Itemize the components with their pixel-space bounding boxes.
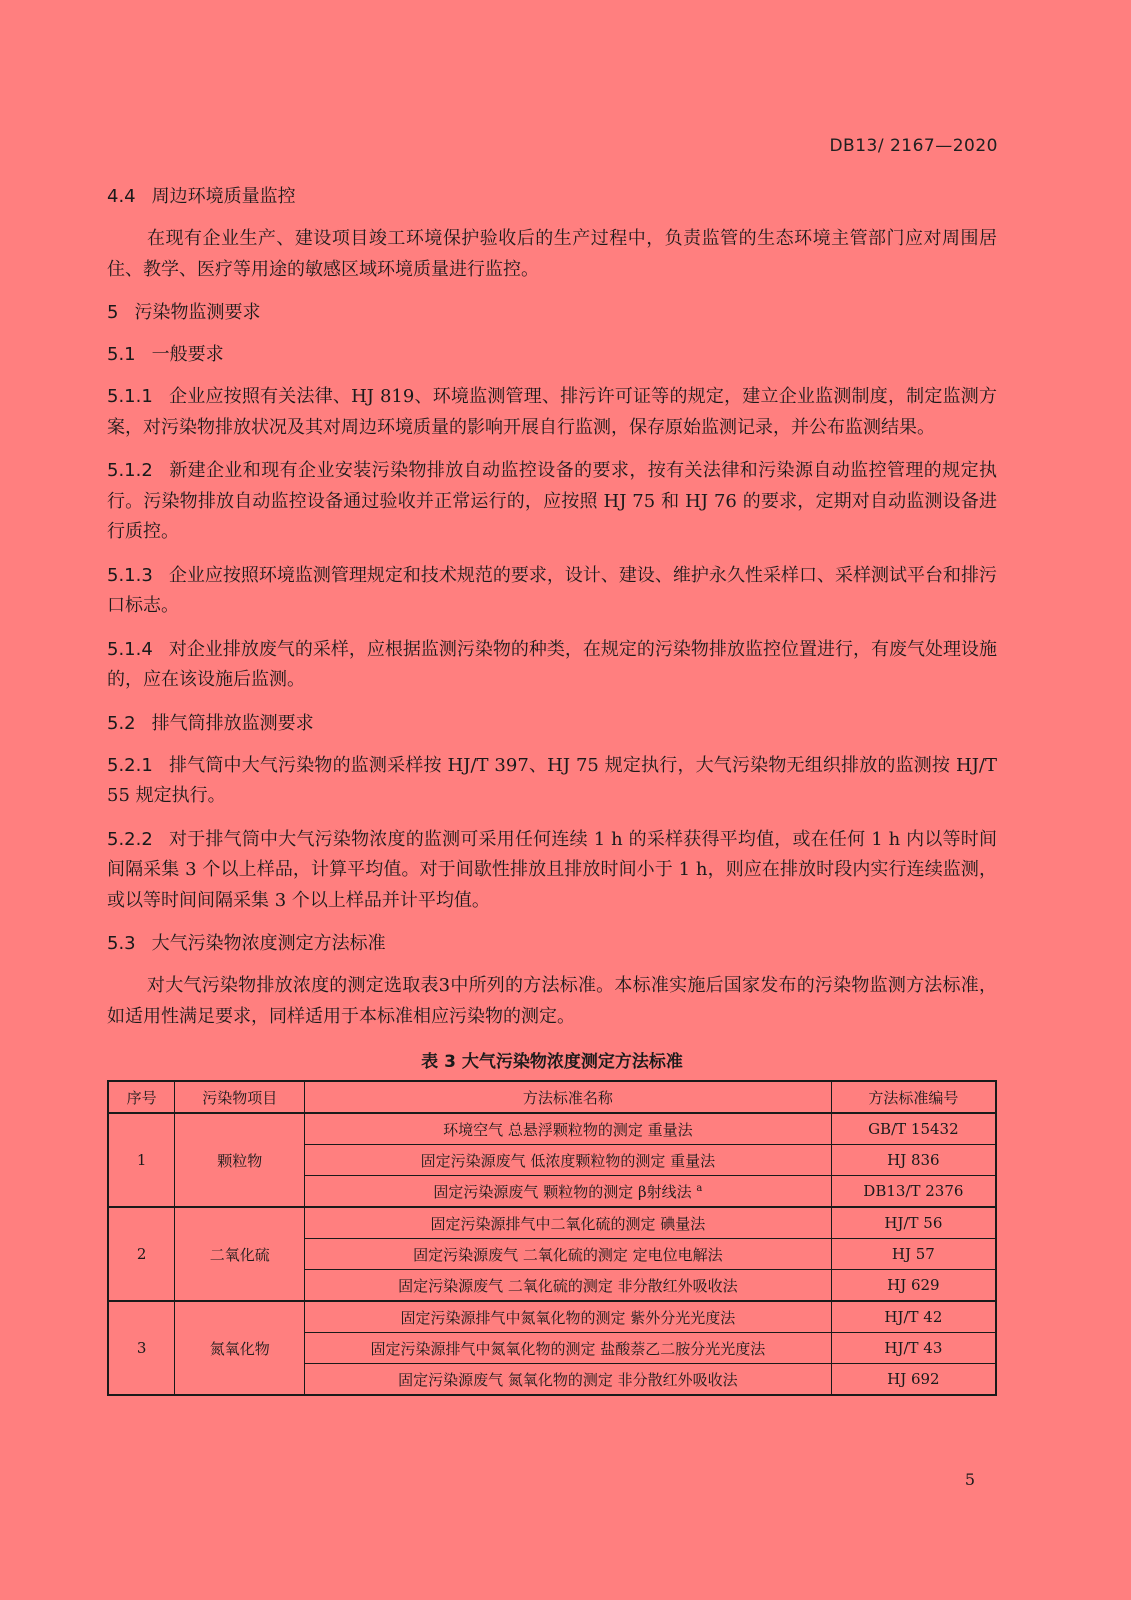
section-title: 大气污染物浓度测定方法标准 — [151, 933, 386, 954]
cell-method-name — [305, 1113, 832, 1145]
table-header-row — [108, 1081, 996, 1113]
method-name-text: 固定污染源废气 低浓度颗粒物的测定 重量法 — [420, 1151, 716, 1170]
clause-paragraph — [107, 635, 997, 696]
cell-method-name — [305, 1145, 832, 1176]
clause-number: 5.1.1 — [107, 386, 153, 407]
clause-number: 5.1.3 — [107, 564, 153, 586]
method-name-text: 固定污染源废气 颗粒物的测定 β射线法 — [433, 1182, 692, 1201]
cell-method-code: HJ 692 — [831, 1364, 996, 1396]
method-name-text: 固定污染源废气 氮氧化物的测定 非分散红外吸收法 — [398, 1370, 738, 1389]
cell-method-name — [305, 1270, 832, 1302]
clause-paragraph — [107, 382, 997, 443]
cell-method-name — [305, 1176, 832, 1208]
section-heading — [107, 929, 997, 959]
section-title: 一般要求 — [151, 344, 224, 365]
cell-method-name — [305, 1364, 832, 1396]
sections-container — [107, 182, 997, 1032]
clause-number: 5.2.2 — [107, 828, 153, 850]
cell-method-name — [305, 1207, 832, 1239]
cell-method-name — [305, 1333, 832, 1364]
cell-method-code: HJ 57 — [831, 1239, 996, 1270]
cell-no: 3 — [108, 1301, 175, 1395]
clause-text: 企业应按照有关法律、HJ 819、环境监测管理、排污许可证等的规定，建立企业监测制度，制定监测方案，对污染物排放状况及其对周边环境质量的影响开展自行监测，保存原始监测记录，并公布监测结果。 — [107, 386, 997, 438]
table-caption: 表 3 大气污染物浓度测定方法标准 — [421, 1052, 683, 1072]
clause-text: 排气筒中大气污染物的监测采样按 HJ/T 397、HJ 75 规定执行，大气污染物无组织排放的监测按 HJ/T 55 规定执行。 — [107, 754, 997, 806]
table-body — [108, 1113, 996, 1395]
table-row — [108, 1301, 996, 1333]
section-number: 5 — [107, 302, 119, 323]
cell-method-code: HJ/T 43 — [831, 1333, 996, 1364]
body-paragraph: 在现有企业生产、建设项目竣工环境保护验收后的生产过程中，负责监管的生态环境主管部门应对周围居住、教学、医疗等用途的敏感区域环境质量进行监控。 — [107, 228, 997, 280]
footnote-marker: a — [696, 1182, 703, 1194]
clause-number: 5.1.2 — [107, 460, 153, 481]
cell-method-code: HJ/T 42 — [831, 1301, 996, 1333]
method-name-text: 固定污染源排气中二氧化硫的测定 碘量法 — [430, 1214, 706, 1233]
method-name-text: 固定污染源排气中氮氧化物的测定 紫外分光光度法 — [400, 1308, 736, 1327]
cell-method-name — [305, 1239, 832, 1270]
section-title: 污染物监测要求 — [134, 302, 261, 323]
clause-paragraph — [107, 825, 997, 917]
cell-method-code: GB/T 15432 — [831, 1113, 996, 1145]
cell-method-code: HJ/T 56 — [831, 1207, 996, 1239]
section-title: 周边环境质量监控 — [151, 186, 296, 207]
section-title: 排气筒排放监测要求 — [151, 712, 314, 734]
header-method-name: 方法标准名称 — [305, 1081, 832, 1113]
cell-method-code: HJ 836 — [831, 1145, 996, 1176]
cell-pollutant: 颗粒物 — [175, 1113, 305, 1207]
table-row — [108, 1207, 996, 1239]
document-body — [107, 182, 997, 1396]
section-heading — [107, 340, 997, 370]
header-method-code: 方法标准编号 — [831, 1081, 996, 1113]
section-heading — [107, 709, 997, 739]
clause-number: 5.1.4 — [107, 638, 153, 660]
section-number: 5.3 — [107, 933, 136, 954]
cell-no: 2 — [108, 1207, 175, 1301]
clause-text: 企业应按照环境监测管理规定和技术规范的要求，设计、建设、维护永久性采样口、采样测试平台和排污口标志。 — [107, 564, 997, 616]
clause-number: 5.2.1 — [107, 754, 153, 776]
page-number: 5 — [964, 1470, 975, 1489]
method-name-text: 固定污染源废气 二氧化硫的测定 定电位电解法 — [413, 1245, 723, 1264]
body-paragraph: 对大气污染物排放浓度的测定选取表3中所列的方法标准。本标准实施后国家发布的污染物监测方法标准，如适用性满足要求，同样适用于本标准相应污染物的测定。 — [107, 975, 997, 1027]
clause-paragraph — [107, 751, 997, 812]
section-number: 5.2 — [107, 712, 136, 734]
cell-method-name — [305, 1301, 832, 1333]
section-heading — [107, 298, 997, 328]
table-row — [108, 1113, 996, 1145]
clause-paragraph — [107, 561, 997, 622]
method-name-text: 环境空气 总悬浮颗粒物的测定 重量法 — [443, 1120, 693, 1139]
method-name-text: 固定污染源排气中氮氧化物的测定 盐酸萘乙二胺分光光度法 — [370, 1339, 766, 1358]
clause-paragraph — [107, 456, 997, 548]
section-heading — [107, 182, 997, 212]
header-no: 序号 — [108, 1081, 175, 1113]
clause-text: 新建企业和现有企业安装污染物排放自动监控设备的要求，按有关法律和污染源自动监控管理的规定执行。污染物排放自动监控设备通过验收并正常运行的，应按照 HJ 75 和 HJ 76 的要求，定期对自动监测设备进行质控。 — [107, 460, 997, 542]
method-standards-table — [107, 1080, 997, 1396]
cell-pollutant: 二氧化硫 — [175, 1207, 305, 1301]
cell-method-code: DB13/T 2376 — [831, 1176, 996, 1208]
cell-no: 1 — [108, 1113, 175, 1207]
header-pollutant: 污染物项目 — [175, 1081, 305, 1113]
method-name-text: 固定污染源废气 二氧化硫的测定 非分散红外吸收法 — [398, 1276, 738, 1295]
cell-method-code: HJ 629 — [831, 1270, 996, 1302]
cell-pollutant: 氮氧化物 — [175, 1301, 305, 1395]
document-code: DB13/ 2167—2020 — [829, 136, 998, 156]
clause-text: 对于排气筒中大气污染物浓度的监测可采用任何连续 1 h 的采样获得平均值，或在任何 1 h 内以等时间间隔采集 3 个以上样品，计算平均值。对于间歇性排放且排放时间小于 1 h，则应在排放时段内实行连续监测，或以等时间间隔采集 3 个以上样品并计平均值。 — [107, 828, 997, 911]
clause-text: 对企业排放废气的采样，应根据监测污染物的种类，在规定的污染物排放监控位置进行，有废气处理设施的，应在该设施后监测。 — [107, 638, 997, 690]
section-number: 4.4 — [107, 186, 136, 207]
section-number: 5.1 — [107, 344, 136, 365]
